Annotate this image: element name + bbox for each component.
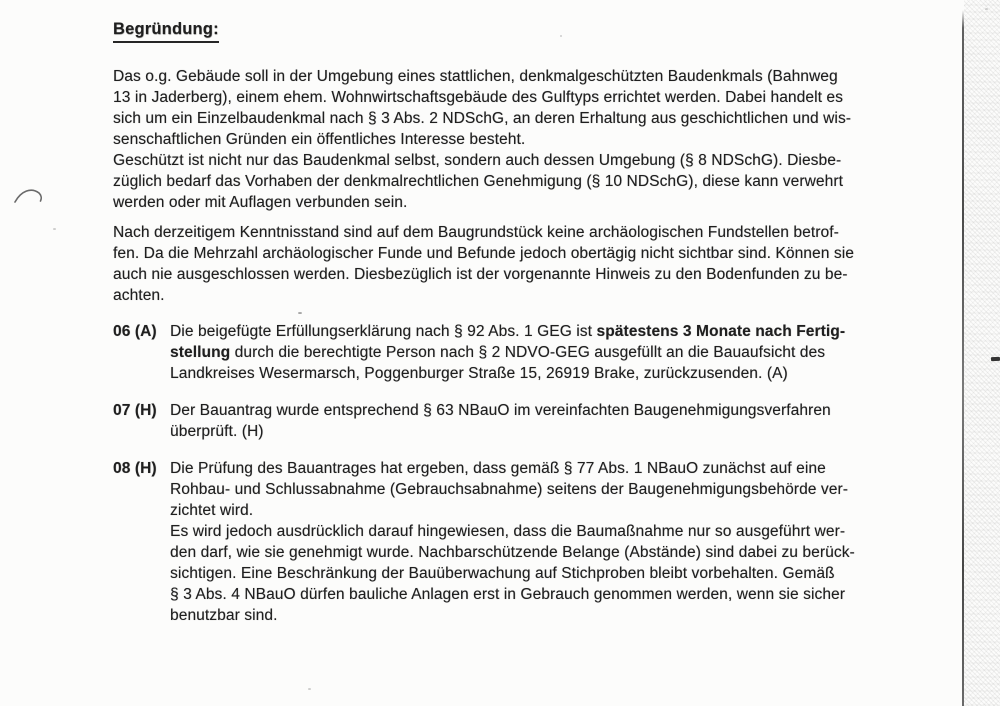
text-line: Rohbau- und Schlussabnahme (Gebrauchsabnahme) seitens der Baugenehmigungsbehörde ver- (170, 481, 849, 498)
scan-speck (53, 228, 56, 230)
text-line: Die Prüfung des Bauantrages hat ergeben, dass gemäß § 77 Abs. 1 NBauO zunächst auf eine (170, 460, 826, 477)
text-line: Geschützt ist nicht nur das Baudenkmal selbst, sondern auch dessen Umgebung (§ 8 NDSchG). Diesbe- (113, 152, 842, 169)
text-line: achten. (113, 287, 165, 304)
scan-noise-strip (964, 0, 1000, 706)
scan-speck (308, 688, 311, 690)
text-line: zichtet wird. (170, 502, 254, 519)
text-line: Das o.g. Gebäude soll in der Umgebung eines stattlichen, denkmalgeschützten Baudenkmals (Bahnweg (113, 68, 838, 85)
text-segment-bold: spätestens 3 Monate nach Fertig- (596, 323, 846, 340)
right-dash-artifact (991, 357, 1000, 361)
text-segment: durch die berechtigte Person nach § 2 NDVO-GEG ausgefüllt an die Bauaufsicht des (230, 344, 826, 361)
item-body (170, 321, 913, 384)
text-line: senschaftlichen Gründen ein öffentliches Interesse besteht. (113, 131, 526, 148)
numbered-items (113, 321, 913, 626)
paragraph-monument (113, 66, 913, 213)
item-label: 07 (H) (113, 402, 157, 419)
pen-stroke-artifact (14, 185, 46, 209)
text-line: Landkreises Wesermarsch, Poggenburger Straße 15, 26919 Brake, zurückzusenden. (A) (170, 365, 788, 382)
text-line: fen. Da die Mehrzahl archäologischer Funde und Befunde jedoch obertägig nicht sichtbar sind. Können sie (113, 245, 854, 262)
item-body (170, 458, 913, 626)
text-segment-bold: stellung (170, 344, 231, 361)
text-line: § 3 Abs. 4 NBauO dürfen bauliche Anlagen erst in Gebrauch genommen werden, wenn sie sicher (170, 586, 846, 603)
scan-edge-line (962, 10, 964, 706)
document-content (113, 19, 913, 626)
text-line: überprüft. (H) (170, 423, 264, 440)
item-label: 08 (H) (113, 460, 157, 477)
text-line: Nach derzeitigem Kenntnisstand sind auf dem Baugrundstück keine archäologischen Fundstellen betrof- (113, 224, 839, 241)
paragraph-archaeology (113, 222, 913, 306)
text-line: sichtigen. Eine Beschränkung der Bauüberwachung auf Stichproben bleibt vorbehalten. Gemäß (170, 565, 835, 582)
text-line (170, 321, 913, 342)
text-line: werden oder mit Auflagen verbunden sein. (113, 194, 408, 211)
text-line (170, 342, 913, 363)
text-line: benutzbar sind. (170, 607, 278, 624)
text-line: 13 in Jaderberg), einem ehem. Wohnwirtschaftsgebäude des Gulftyps errichtet werden. Dabei handelt es (113, 89, 843, 106)
text-segment: Die beigefügte Erfüllungserklärung nach § 92 Abs. 1 GEG ist (170, 323, 597, 340)
list-item-06 (113, 321, 913, 384)
text-line: den darf, wie sie genehmigt wurde. Nachbarschützende Belange (Abstände) sind dabei zu berück- (170, 544, 855, 561)
text-line: sich um ein Einzelbaudenkmal nach § 3 Abs. 2 NDSchG, an deren Erhaltung aus geschichtlichen und wis- (113, 110, 852, 127)
text-line: auch nie ausgeschlossen werden. Diesbezüglich ist der vorgenannte Hinweis zu den Bodenfunden zu be- (113, 266, 848, 283)
scan-speck (985, 8, 988, 10)
text-line: Es wird jedoch ausdrücklich darauf hingewiesen, dass die Baumaßnahme nur so ausgeführt wer- (170, 523, 846, 540)
text-line: züglich bedarf das Vorhaben der denkmalrechtlichen Genehmigung (§ 10 NDSchG), diese kann verwehrt (113, 173, 843, 190)
list-item-08 (113, 458, 913, 626)
list-item-07 (113, 400, 913, 442)
text-line: Der Bauantrag wurde entsprechend § 63 NBauO im vereinfachten Baugenehmigungsverfahren (170, 402, 831, 419)
item-label: 06 (A) (113, 323, 157, 340)
section-heading: Begründung: (113, 19, 219, 43)
item-body (170, 400, 913, 442)
